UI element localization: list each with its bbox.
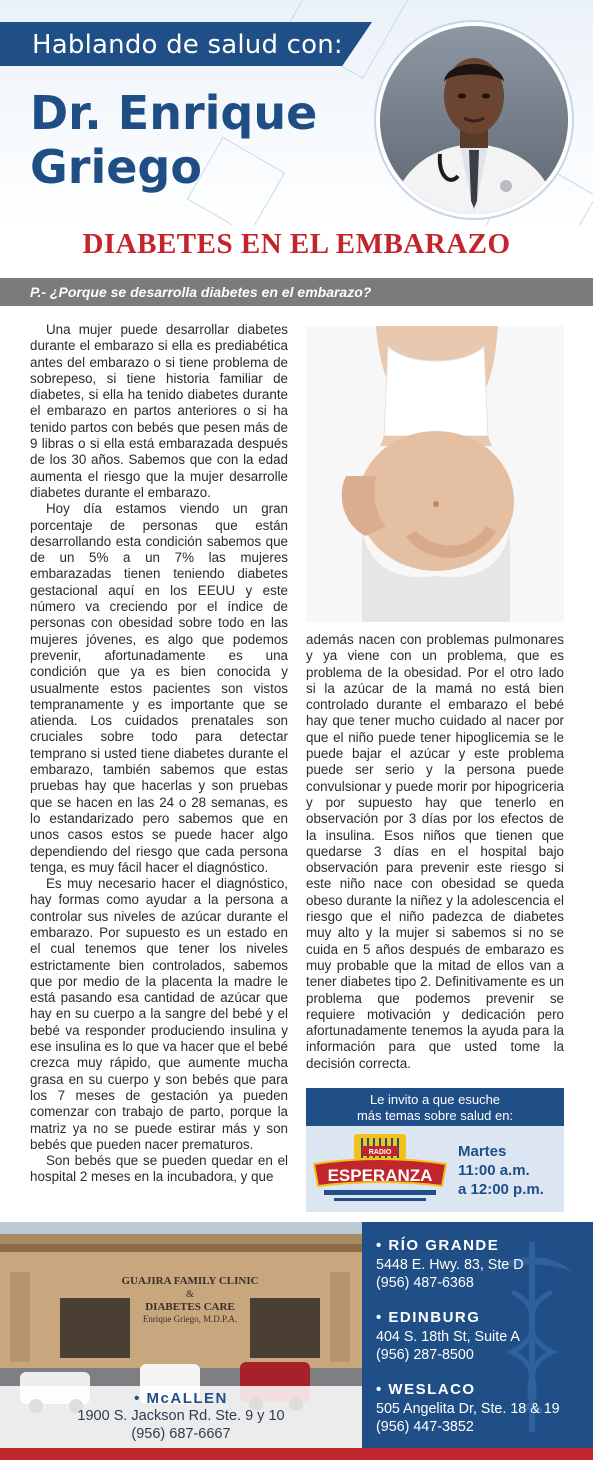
location-phone-mcallen: (956) 687-6667 (131, 1426, 231, 1442)
location-name-weslaco: • WESLACO (376, 1381, 476, 1398)
article-paragraph: Una mujer puede desarrollar diabetes durante el embarazo si ella es prediabética antes del embarazo o si tiene problema de sobrepeso, si tiene historia familiar de diabetes, si ella ha tenido diabetes durante el embarazo en partos anteriores o si ha tenido partos con bebés que pesen más de 9 libras o si ella está embarazada después de los 30 años. Sabemos que con la edad aumenta el riesgo que la mujer desarrolle diabetes durante el embarazo. (30, 322, 288, 500)
radio-logo-top: RADIO (368, 1149, 392, 1156)
location-name-edinburg: • EDINBURG (376, 1309, 481, 1326)
doctor-portrait (376, 22, 572, 218)
radio-time-start: 11:00 a.m. (458, 1162, 530, 1179)
article-title: DIABETES EN EL EMBARAZO (82, 228, 511, 260)
bottom-white-band (0, 1460, 593, 1470)
mcallen-location-box (0, 1386, 362, 1448)
radio-day: Martes (458, 1143, 507, 1160)
location-phone-rio-grande: (956) 487-6368 (376, 1275, 474, 1291)
radio-logo-main: ESPERANZA (327, 1166, 433, 1185)
location-weslaco (376, 1380, 560, 1436)
location-edinburg (376, 1308, 520, 1364)
location-address-rio-grande: 5448 E. Hwy. 83, Ste D (376, 1257, 524, 1273)
article-paragraph: Son bebés que se pueden quedar en el hospital 2 meses en la incubadora, y que (30, 1153, 288, 1185)
radio-time-end: a 12:00 p.m. (458, 1181, 544, 1198)
clinic-sign-line4: Enrique Griego, M.D.P.A. (142, 1314, 238, 1324)
clinic-building-photo (0, 1222, 362, 1448)
location-address-weslaco: 505 Angelita Dr, Ste. 18 & 19 (376, 1401, 560, 1417)
location-address-edinburg: 404 S. 18th St, Suite A (376, 1329, 520, 1345)
radio-invite-line1: Le invito a que esuche (369, 1092, 501, 1107)
location-name-rio-grande: • RÍO GRANDE (376, 1237, 500, 1254)
article-question: P.- ¿Porque se desarrolla diabetes en el embarazo? (30, 284, 372, 300)
clinic-sign-line2: & (186, 1289, 194, 1300)
radio-promo-box (306, 1088, 564, 1212)
article-paragraph: Es muy necesario hacer el diagnóstico, hay formas como ayudar a la persona a controlar sus niveles de azúcar durante el embarazo. Por supuesto es un estado en el cual tenemos que tener los niveles estrictamente bien controlados, sabemos que por medio de la placenta la madre le está pasando esa cantidad de azúcar que hay en su cuerpo a la sangre del bebé y el bebé va responder produciendo insulina y ese insulina es lo que va hacer que el bebé crezca muy rápido, que aumente mucha grasa en su cuerpo y son bebés que para los 7 meses de gestación ya pueden comenzar con trabajo de parto, porque la matriz ya no se puede estirar más y son bebés que pueden nacer prematuros. (30, 876, 288, 1152)
locations-panel (362, 1222, 593, 1448)
location-phone-weslaco: (956) 447-3852 (376, 1419, 474, 1435)
pregnant-woman-photo (306, 326, 564, 622)
doctor-portrait-illustration (380, 26, 568, 214)
clinic-sign-line1: GUAJIRA FAMILY CLINIC (121, 1275, 259, 1287)
bottom-red-band (0, 1448, 593, 1460)
article-paragraph: Hoy día estamos viendo un gran porcentaje de personas que están desarrollando esta condición sabemos que de un 5% a un 7% las mujeres embarazadas tienen teniendo diabetes gestacional aquí en los EEUU y este número va creciendo por el índice de personas con obesidad sobre todo en las mujeres jóvenes, es algo que podemos prevenir, afortunadamente es una condición que ya es bien conocida y usualmente estos pacientes son vistos tempranamente y es importante que se atienda. Los cuidados prenatales son cruciales sobre todo para detectar temprano si usted tiene diabetes durante el embarazo, también sabemos que estas pruebas hay que hacerlas y son pruebas que se hacen en las 24 o 28 semanas, es lo estandarizado pero sabemos que en unos casos estos se puede hacer algo dependiendo del riesgo que cada persona tenga, es muy fácil hacer el diagnóstico. (30, 501, 288, 875)
location-rio-grande (376, 1236, 524, 1292)
location-phone-edinburg: (956) 287-8500 (376, 1347, 474, 1363)
radio-invite-line2: más temas sobre salud en: (356, 1108, 514, 1123)
footer-locations (0, 1222, 593, 1448)
article-paragraph: además nacen con problemas pulmonares y ya viene con un problema, que es problema de la obesidad. Por el otro lado si la azúcar de la mamá no está bien controlado durante el embarazo el bebé hay que tener mucho cuidado al nacer por que el niño puede tener hipoglicemia se le puede bajar el azúcar y este problema puede ser serio y la persona puede convulsionar y puede morir por hipogriceria y por supuesto hay que tenerlo en observación por 3 días por los efectos de la insulina. Esos niños que tienen que quedarse 3 días en el hospital bajo observación para prevenir este riesgo si este niño nace con obesidad se queda obeso durante la niñez y la adolescencia el riesgo que el niño padezca de diabetes muy alto y la mujer si sabemos si no se cuida en 5 años después de embarazo es muy probable que la mitad de ellos van a tener diabetes tipo 2. Definitivamente es un problema que podemos prevenir se requiere motivación y dedicación pero afortunadamente tenemos la ayuda para la información para que usted tome la decisión correcta. (306, 632, 564, 1071)
header-banner (0, 0, 593, 225)
doctor-name: Dr. Enrique Griego (30, 86, 318, 194)
radio-schedule (458, 1142, 562, 1199)
radio-esperanza-logo (310, 1132, 450, 1206)
clinic-sign-line3: DIABETES CARE (145, 1301, 235, 1313)
article-column-1 (30, 322, 288, 1186)
tagline: Hablando de salud con: (32, 30, 343, 60)
article-column-2 (306, 632, 564, 1072)
location-address-mcallen: 1900 S. Jackson Rd. Ste. 9 y 10 (77, 1408, 285, 1424)
location-name-mcallen: • McALLEN (134, 1390, 228, 1407)
pregnant-woman-illustration (306, 326, 564, 622)
